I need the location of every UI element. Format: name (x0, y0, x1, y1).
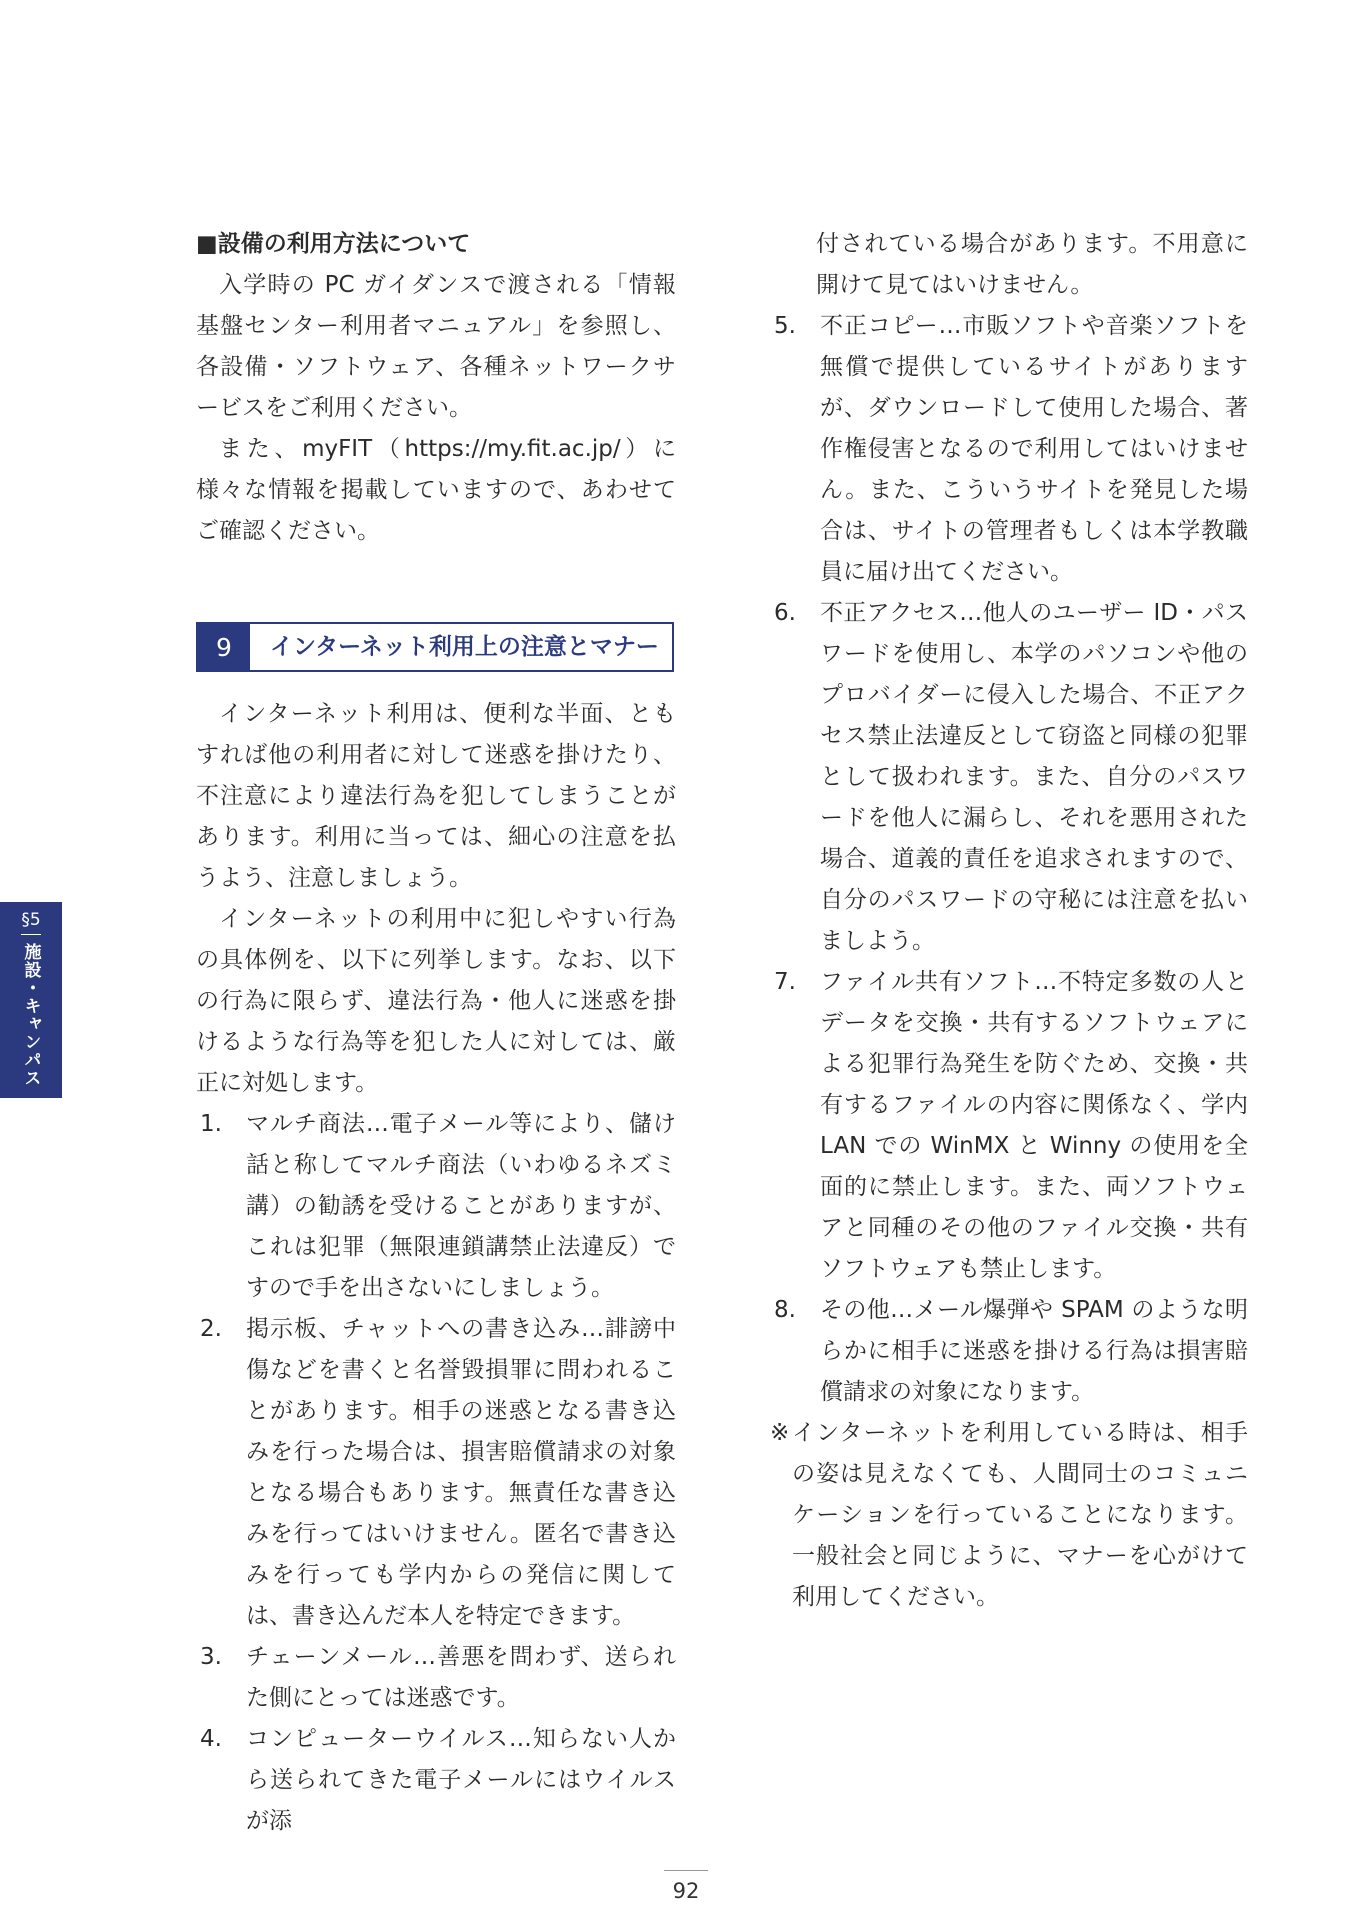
list-marker: 2. (200, 1316, 222, 1342)
list-text: 不正アクセス…他人のユーザー ID・パスワードを使用し、本学のパソコンや他のプロバイダーに侵入した場合、不正アクセス禁止法違反として窃盗と同様の犯罪として扱われます。また、自分のパスワードを他人に漏らし、それを悪用された場合、道義的責任を追求されますので、自分のパスワードの守秘には注意を払いましよう。 (820, 600, 1248, 954)
list-marker: 7. (774, 969, 796, 995)
list-item (196, 1637, 676, 1719)
facility-usage-heading: ■設備の利用方法について (196, 231, 471, 257)
page-footer (664, 1870, 708, 1903)
list-item (770, 593, 1248, 962)
list-marker: 3. (200, 1644, 222, 1670)
section-number: 9 (198, 624, 250, 670)
list-item (196, 1719, 676, 1842)
list-marker: 8. (774, 1297, 796, 1323)
list-marker: 1. (200, 1111, 222, 1137)
list-item (770, 1290, 1248, 1413)
list-text: チェーンメール…善悪を問わず、送られた側にとっては迷惑です。 (246, 1644, 676, 1711)
note-block (770, 1413, 1248, 1618)
intro-paragraph-2: また、myFIT（https://my.fit.ac.jp/）に様々な情報を掲載していますので、あわせてご確認ください。 (196, 436, 676, 544)
list-text: マルチ商法…電子メール等により、儲け話と称してマルチ商法（いわゆるネズミ講）の勧誘を受けることがありますが、これは犯罪（無限連鎖講禁止法違反）ですので手を出さないにしましょう。 (246, 1111, 676, 1301)
list-item (196, 1104, 676, 1309)
note-mark: ※ (770, 1420, 790, 1446)
side-tab-label: 施設・キャンパス (20, 943, 41, 1087)
body-paragraph-1: インターネット利用は、便利な半面、ともすれば他の利用者に対して迷惑を掛けたり、不注意により違法行為を犯してしまうことがあります。利用に当っては、細心の注意を払うよう、注意しましょう。 (196, 701, 676, 891)
list-item (196, 1309, 676, 1637)
list-text: その他…メール爆弾や SPAM のような明らかに相手に迷惑を掛ける行為は損害賠償請求の対象になります。 (820, 1297, 1248, 1405)
list-text: 掲示板、チャットへの書き込み…誹謗中傷などを書くと名誉毀損罪に問われることがあります。相手の迷惑となる書き込みを行った場合は、損害賠償請求の対象となる場合もあります。無責任な書き込みを行ってはいけません。匿名で書き込みを行っても学内からの発信に関しては、書き込んだ本人を特定できます。 (246, 1316, 676, 1629)
section-heading-box (196, 622, 674, 672)
footer-rule (664, 1870, 708, 1871)
list-marker: 4. (200, 1726, 222, 1752)
list-item-4-continuation: 付されている場合があります。不用意に開けて見てはいけません。 (816, 231, 1248, 298)
right-column (770, 224, 1248, 1618)
list-item (770, 306, 1248, 593)
body-paragraph-2: インターネットの利用中に犯しやすい行為の具体例を、以下に列挙します。なお、以下の行為に限らず、違法行為・他人に迷惑を掛けるような行為等を犯した人に対しては、厳正に対処します。 (196, 906, 676, 1096)
list-marker: 6. (774, 600, 796, 626)
list-item (770, 962, 1248, 1290)
left-column (196, 224, 676, 1842)
page-number: 92 (672, 1879, 700, 1903)
note-text: インターネットを利用している時は、相手の姿は見えなくても、人間同士のコミュニケーションを行っていることになります。一般社会と同じように、マナーを心がけて利用してください。 (792, 1420, 1248, 1610)
list-text: ファイル共有ソフト…不特定多数の人とデータを交換・共有するソフトウェアによる犯罪行為発生を防ぐため、交換・共有するファイルの内容に関係なく、学内 LAN での WinMX と Winny の使用を全面的に禁止します。また、両ソフトウェアと同種のその他のファイル交換・共有ソフトウェアも禁止します。 (820, 969, 1248, 1282)
side-tab-section-number: §5 (21, 910, 40, 935)
list-text: コンピューターウイルス…知らない人から送られてきた電子メールにはウイルスが添 (246, 1726, 676, 1834)
list-text: 不正コピー…市販ソフトや音楽ソフトを無償で提供しているサイトがありますが、ダウンロードして使用した場合、著作権侵害となるので利用してはいけません。また、こういうサイトを発見した場合は、サイトの管理者もしくは本学教職員に届け出てください。 (820, 313, 1248, 585)
section-side-tab (0, 902, 62, 1098)
section-title: インターネット利用上の注意とマナー (270, 633, 659, 660)
intro-paragraph-1: 入学時の PC ガイダンスで渡される「情報基盤センター利用者マニュアル」を参照し、各設備・ソフトウェア、各種ネットワークサービスをご利用ください。 (196, 272, 676, 421)
list-marker: 5. (774, 313, 796, 339)
